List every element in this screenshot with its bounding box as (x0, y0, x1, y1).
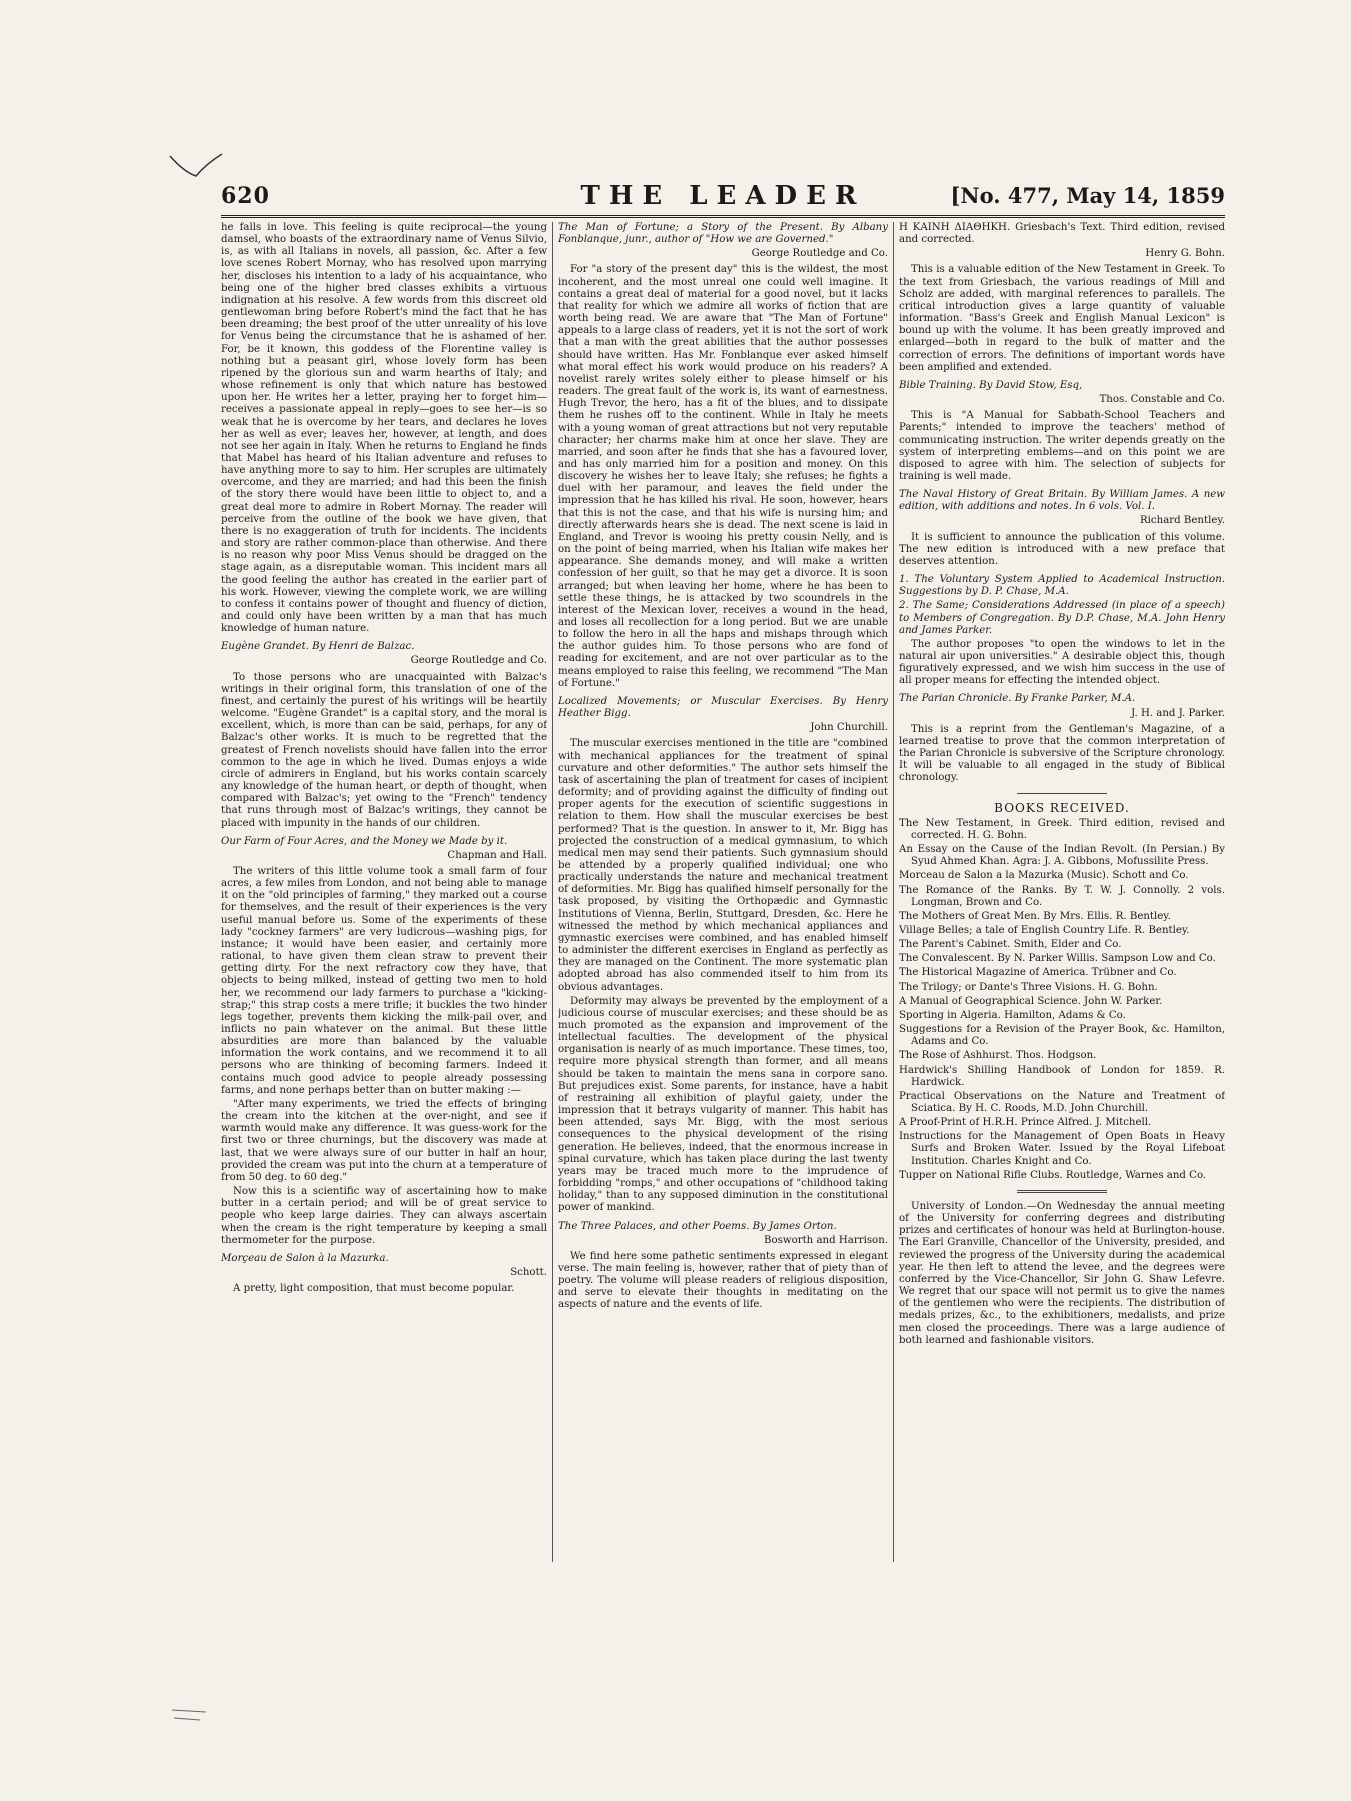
masthead-title: THE LEADER (580, 181, 866, 211)
review-title: The Man of Fortune; a Story of the Present. By Albany Fonblanque, junr., author of "How we are Governed." (558, 222, 888, 246)
article-paragraph: Deformity may always be prevented by the employment of a judicious course of muscular exercises; and these should be as much promoted as the expansion and improvement of the intellectual faculties. The development of the physical organisation is nearly of as much importance. These times, too, require more physical strength than former, and all means should be taken to maintain the mens sana in corpore sano. But prejudices exist. Some parents, for instance, have a habit of restraining all exhibition of playful gaiety, under the impression that it betrays vulgarity of manner. This habit has been attended, says Mr. Bigg, with the most serious consequences to the physical development of the rising generation. He believes, indeed, that the enormous increase in spinal curvature, which has taken place during the last twenty years may be traced much more to the imprudence of forbidding "romps," and other occupations of "childhood taking holiday," than to any supposed diminution in the constitutional power of mankind. (558, 995, 888, 1214)
review-publisher: George Routledge and Co. (410, 655, 547, 667)
column-2 (558, 222, 888, 1567)
section-rule (1017, 1190, 1107, 1193)
section-rule (1017, 793, 1107, 794)
review-title: Morçeau de Salon à la Mazurka. (221, 1252, 389, 1264)
article-paragraph: It is sufficient to announce the publication of this volume. The new edition is introduced with a new preface that deserves attention. (899, 531, 1225, 567)
review-publisher: Chapman and Hall. (447, 849, 547, 861)
article-paragraph: To those persons who are unacquainted with Balzac's writings in their original form, this translation of one of the finest, and certainly the purest of his writings will be heartily welcome. "Eugène Grandet" is a capital story, and the moral is excellent, which, is more than can be said, perhaps, for any of Balzac's other works. It is much to be regretted that the greatest of French novelists should have fallen into the error common to the age in which he lived. Dumas enjoys a wide circle of admirers in England, but his works contain scarcely any knowledge of the human heart, or depth of thought, when compared with Balzac's; yet owing to the "French" tendency that runs through most of Balzac's writings, they cannot be placed with impunity in the hands of our children. (221, 671, 547, 829)
review-publisher: Richard Bentley. (1140, 515, 1225, 527)
article-paragraph: University of London.—On Wednesday the annual meeting of the University for conferring degrees and distributing prizes and certificates of honour was held at Burlington-house. The Earl Granville, Chancellor of the University, presided, and reviewed the progress of the University during the academical year. He then left to attend the levee, and the degrees were conferred by the Vice-Chancellor, Sir John G. Shaw Lefevre. We regret that our space will not permit us to give the names of the gentlemen who were the recipients. The distribution of medals prizes, &c., to the exhibitioners, medalists, and prize men closed the proceedings. There was a large audience of both learned and fashionable visitors. (899, 1200, 1225, 1346)
book-entry: Suggestions for a Revision of the Prayer Book, &c. Hamilton, Adams and Co. (899, 1024, 1225, 1048)
article-paragraph: This is "A Manual for Sabbath-School Teachers and Parents;" intended to improve the teachers' method of communicating instruction. The writer depends greatly on the system of interpreting emblems—and on this point we are disposed to agree with him. The selection of subjects for training is well made. (899, 410, 1225, 482)
page-number: 620 (221, 183, 270, 209)
review-title: The Three Palaces, and other Poems. By James Orton. (558, 1220, 837, 1232)
article-paragraph: Now this is a scientific way of ascertaining how to make butter in a certain period; and will be of great service to people who keep large dairies. They can always ascertain when the cream is the right temperature by keeping a small thermometer for the purpose. (221, 1186, 547, 1246)
review-title: The Parian Chronicle. By Franke Parker, M.A. (899, 693, 1136, 705)
article-paragraph: A pretty, light composition, that must become popular. (233, 1283, 515, 1295)
page-header (221, 183, 1225, 213)
article-paragraph: For "a story of the present day" this is the wildest, the most incoherent, and the most unreal one could well imagine. It contains a great deal of material for a good novel, but it lacks that reality for which we admire all works of fiction that are worth being read. We are aware that "The Man of Fortune" appeals to a large class of readers, yet it is not the sort of work that a man with the great abilities that the author possesses should have written. Has Mr. Fonblanque ever asked himself what moral effect his work would produce on his readers? A novelist rarely writes solely either to please himself or his readers. The great fault of the work is, its want of earnestness. Hugh Trevor, the hero, has a fit of the blues, and to dissipate them he rushes off to the continent. While in Italy he meets with a young woman of great attractions but not very reputable character; her charms make him at once her slave. They are married, and soon after he finds that she has a favoured lover, and has only married him for a position and money. On this discovery he wishes her to leave Italy; she refuses; he fights a duel with her paramour, and leaves the field under the impression that he has killed his rival. He soon, however, hears that this is not the case, and that his wife is nursing him; and directly afterwards hears she is dead. The next scene is laid in England, and Trevor is wooing his pretty cousin Nelly, and is on the point of being married, when his Italian wife makes her appearance. She demands money, and will make a written confession of her guilt, so that he may get a divorce. It is soon arranged; but when leaving her home, where he has been to settle these things, he is attacked by two scoundrels in the interest of the Mexican lover, receives a wound in the head, and loses all recollection for a long period. But we are unable to follow the hero in all the haps and mishaps through which the author guides him. To those persons who are fond of reading for excitement, and are not over particular as to the means employed to raise this feeling, we recommend "The Man of Fortune." (558, 264, 888, 689)
article-paragraph: he falls in love. This feeling is quite reciprocal—the young damsel, who boasts of the extraordinary name of Venus Silvio, is, as with all Italians in novels, all passion, &c. After a few love scenes Robert Mornay, who has resolved upon marrying her, discloses his intention to a lady of his acquaintance, who being one of the higher bred classes exhibits a virtuous indignation at his resolve. A few words from this discreet old gentlewoman bring before Robert's mind the fact that he has been dreaming; the best proof of the utter unreality of his love for Venus being the circumstance that he is ashamed of her. For, be it known, this goddess of the Florentine valley is nothing but a peasant girl, whose lovely form has been ripened by the glorious sun and warm hearths of Italy; and whose refinement is only that which nature has bestowed upon her. He writes her a letter, praying her to forget him—receives a passionate appeal in reply—goes to see her—is so weak that he is overcome by her tears, and declares he loves her as well as ever; leaves her, however, at length, and does not see her again in Italy. When he returns to England he finds that Mabel has heard of his Italian adventure and refuses to have anything more to say to him. Her scruples are ultimately overcome, and they are married; and had this been the finish of the story there would have been little to object to, and a great deal more to admire in Robert Mornay. The reader will perceive from the outline of the book we have given, that there is no exaggeration of truth for incidents. The incidents and story are rather common-place than otherwise. And there is no reason why poor Miss Venus should be dragged on the stage again, as a disreputable woman. This incident mars all the good feeling the author has created in the earlier part of his work. However, viewing the complete work, we are willing to confess it contains power of thought and fluency of diction, and could only have been written by a man that has much knowledge of human nature. (221, 222, 547, 635)
article-paragraph: This is a reprint from the Gentleman's Magazine, of a learned treatise to prove that the common interpretation of the Parian Chronicle is subversive of the Scripture chronology. It will be valuable to all engaged in the study of Biblical chronology. (899, 723, 1225, 784)
book-entry: The Historical Magazine of America. Trübner and Co. (899, 967, 1177, 979)
review-title: Localized Movements; or Muscular Exercises. By Henry Heather Bigg. (558, 695, 888, 720)
book-entry: Practical Observations on the Nature and Treatment of Sciatica. By H. C. Roods, M.D. John Churchill. (899, 1090, 1225, 1114)
column-1 (221, 222, 547, 1567)
column-divider (552, 222, 553, 1562)
book-entry: A Manual of Geographical Science. John W. Parker. (899, 995, 1163, 1007)
review-title: Eugène Grandet. By Henri de Balzac. (221, 641, 415, 653)
book-entry: A Proof-Print of H.R.H. Prince Alfred. J. Mitchell. (899, 1117, 1152, 1129)
book-entry: Sporting in Algeria. Hamilton, Adams & Co. (899, 1009, 1126, 1021)
article-paragraph: The author proposes "to open the windows to let in the natural air upon universities." A desirable object this, though figuratively expressed, and we wish him success in the use of all proper means for effecting the intended object. (899, 638, 1225, 687)
pencil-mark (166, 150, 226, 180)
review-publisher: Bosworth and Harrison. (764, 1234, 888, 1246)
article-paragraph: We find here some pathetic sentiments expressed in elegant verse. The main feeling is, however, rather that of piety than of poetry. The volume will please readers of religious disposition, and serve to elevate their thoughts in meditating on the aspects of nature and the events of life. (558, 1250, 888, 1311)
column-3 (899, 222, 1225, 1567)
book-entry: The Mothers of Great Men. By Mrs. Ellis. R. Bentley. (899, 910, 1171, 922)
article-paragraph: The muscular exercises mentioned in the title are "combined with mechanical appliances for the treatment of spinal curvature and other deformities." The author sets himself the task of ascertaining the plan of treatment for cases of incipient deformity; and of providing against the difficulty of finding out proper agents for the execution of scientific suggestions in relation to them. How shall the muscular exercises be best performed? That is the question. In answer to it, Mr. Bigg has projected the construction of a medical gymnasium, to which medical men may send their patients. Such gymnasium should be attended by a properly qualified individual; one who practically understands the nature and mechanical treatment of deformities. Mr. Bigg has qualified himself personally for the task proposed, by visiting the Orthopædic and Gymnastic Institutions of Vienna, Berlin, Stuttgard, Dresden, &c. Here he witnessed the method by which mechanical appliances and gymnastic exercises were combined, and has enabled himself to administer the different exercises in England as perfectly as they are managed on the Continent. The more systematic plan adopted abroad has also commended itself to him from its obvious advantages. (558, 738, 888, 993)
book-entry: The Convalescent. By N. Parker Willis. Sampson Low and Co. (899, 953, 1216, 965)
books-received-heading: BOOKS RECEIVED. (994, 800, 1130, 815)
book-entry: An Essay on the Cause of the Indian Revolt. (In Persian.) By Syud Ahmed Khan. Agra: J. A. Gibbons, Mofussilite Press. (899, 844, 1225, 868)
ink-smudge (170, 1700, 210, 1730)
book-entry: The Romance of the Ranks. By T. W. J. Connolly. 2 vols. Longman, Brown and Co. (899, 884, 1225, 908)
book-entry: The Rose of Ashhurst. Thos. Hodgson. (899, 1050, 1097, 1062)
review-publisher: J. H. and J. Parker. (1131, 707, 1225, 719)
book-entry: The New Testament, in Greek. Third edition, revised and corrected. H. G. Bohn. (899, 817, 1225, 841)
book-entry: Morceau de Salon a la Mazurka (Music). Schott and Co. (899, 870, 1189, 882)
review-title: Η ΚΑΙΝΗ ΔΙΑΘΗΚΗ. Griesbach's Text. Third edition, revised and corrected. (899, 222, 1225, 246)
review-publisher: John Churchill. (810, 722, 888, 734)
book-entry: Tupper on National Rifle Clubs. Routledge, Warnes and Co. (899, 1169, 1207, 1181)
issue-info: [No. 477, May 14, 1859 (950, 183, 1225, 208)
books-received-list (899, 818, 1225, 1182)
book-entry: The Trilogy; or Dante's Three Visions. H. G. Bohn. (899, 981, 1158, 993)
review-publisher: Thos. Constable and Co. (1099, 394, 1225, 406)
quoted-passage: "After many experiments, we tried the effects of bringing the cream into the kitchen at the over-night, and see if warmth would make any difference. It was guess-work for the first two or three churnings, but the discovery was made at last, that we were always sure of our butter in half an hour, provided the cream was put into the churn at a temperature of from 50 deg. to 60 deg." (221, 1098, 547, 1183)
review-title: Our Farm of Four Acres, and the Money we Made by it. (221, 835, 508, 847)
header-rule (221, 215, 1225, 221)
review-publisher: Henry G. Bohn. (1145, 248, 1225, 260)
review-publisher: George Routledge and Co. (751, 248, 888, 260)
book-entry: Hardwick's Shilling Handbook of London for 1859. R. Hardwick. (899, 1064, 1225, 1088)
book-entry: The Parent's Cabinet. Smith, Elder and Co. (899, 939, 1122, 951)
book-entry: Instructions for the Management of Open Boats in Heavy Surfs and Broken Water. Issued by the Royal Lifeboat Institution. Charles Knight and Co. (899, 1131, 1225, 1167)
book-entry: Village Belles; a tale of English Country Life. R. Bentley. (899, 924, 1190, 936)
article-paragraph: This is a valuable edition of the New Testament in Greek. To the text from Griesbach, the various readings of Mill and Scholz are added, with marginal references to parallels. The critical introduction gives a large quantity of valuable information. "Bass's Greek and English Manual Lexicon" is bound up with the volume. It has been greatly improved and enlarged—both in regard to the bulk of matter and the correction of errors. The definitions of important words have been amplified and extended. (899, 264, 1225, 373)
review-title: 1. The Voluntary System Applied to Academical Instruction. Suggestions by D. P. Chase, M.A. (899, 574, 1225, 598)
review-title: 2. The Same; Considerations Addressed (in place of a speech) to Members of Congregation. By D.P. Chase, M.A. John Henry and James Parker. (899, 600, 1225, 636)
review-title: Bible Training. By David Stow, Esq, (899, 379, 1083, 391)
article-paragraph: The writers of this little volume took a small farm of four acres, a few miles from London, and not being able to manage it on the "old principles of farming," they marked out a course for themselves, and the result of their experiences is the very useful manual before us. Some of the experiments of these lady "cockney farmers" are very ludicrous—washing pigs, for instance; it would have been easier, and certainly more rational, to have given them clean straw to prevent their getting dirty. For the next refractory cow they have, that objects to being milked, instead of getting two men to hold her, we recommend our lady farmers to purchase a "kicking-strap;" this strap costs a mere trifle; it buckles the two hinder legs together, prevents them kicking the milk-pail over, and inflicts no pain whatever on the animal. But these little absurdities are more than balanced by the valuable information the work contains, and we recommend it to all persons who are thinking of becoming farmers. Indeed it contains much good advice to people already possessing farms, and none perhaps better than on butter making :— (221, 865, 547, 1096)
review-title: The Naval History of Great Britain. By William James. A new edition, with additions and notes. In 6 vols. Vol. I. (899, 489, 1225, 513)
review-publisher: Schott. (510, 1266, 547, 1278)
column-divider (893, 222, 894, 1562)
